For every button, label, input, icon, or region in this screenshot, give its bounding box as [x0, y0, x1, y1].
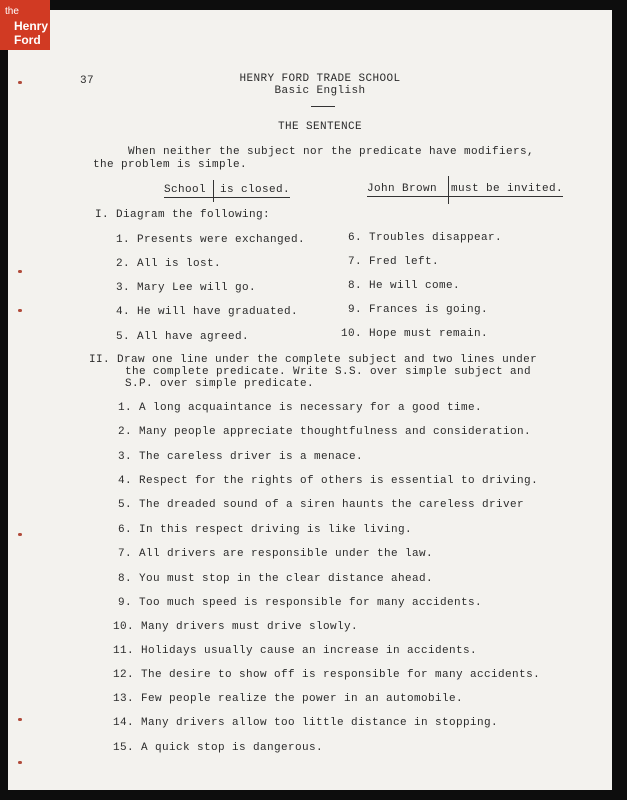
- section-1-item: 6. Troubles disappear.: [348, 232, 503, 244]
- section-2-item: 15. A quick stop is dangerous.: [113, 742, 324, 754]
- section-1-item: 4. He will have graduated.: [116, 306, 299, 318]
- intro-line-2: the problem is simple.: [93, 159, 248, 171]
- example-1: [164, 185, 290, 196]
- section-2-item: 9. Too much speed is responsible for many accidents.: [118, 597, 483, 609]
- logo-henry: Henry: [14, 19, 49, 33]
- margin-mark: [18, 81, 22, 84]
- example-1-predicate: is closed.: [220, 184, 291, 196]
- henry-ford-logo[interactable]: [0, 0, 50, 50]
- section-2-item: 7. All drivers are responsible under the law.: [118, 548, 434, 560]
- example-1-divider: [213, 180, 214, 202]
- section-2-item: 13. Few people realize the power in an automobile.: [113, 693, 464, 705]
- example-2-subject: John Brown: [367, 183, 438, 195]
- margin-mark: [18, 533, 22, 536]
- section-2-item: 1. A long acquaintance is necessary for a good time.: [118, 402, 483, 414]
- section-1-item: 2. All is lost.: [116, 258, 222, 270]
- section-2-heading-line-1: II. Draw one line under the complete subject and two lines under: [89, 354, 538, 366]
- section-2-item: 11. Holidays usually cause an increase in accidents.: [113, 645, 478, 657]
- example-1-subject: School: [164, 184, 207, 196]
- section-1-item: 5. All have agreed.: [116, 331, 250, 343]
- section-2-item: 3. The careless driver is a menace.: [118, 451, 364, 463]
- logo-ford: Ford: [14, 33, 41, 47]
- example-2: [367, 184, 563, 195]
- margin-mark: [18, 270, 22, 273]
- section-1-item: 10. Hope must remain.: [341, 328, 489, 340]
- margin-mark: [18, 718, 22, 721]
- example-2-divider: [448, 176, 449, 204]
- title-rule: [311, 106, 335, 107]
- section-2-item: 6. In this respect driving is like living.: [118, 524, 413, 536]
- margin-mark: [18, 761, 22, 764]
- section-1-item: 7. Fred left.: [348, 256, 440, 268]
- section-1-item: 8. He will come.: [348, 280, 461, 292]
- page-title: THE SENTENCE: [277, 121, 362, 133]
- section-2-heading-line-3: S.P. over simple predicate.: [125, 378, 315, 390]
- section-2-item: 8. You must stop in the clear distance ahead.: [118, 573, 434, 585]
- example-2-predicate: must be invited.: [451, 183, 564, 195]
- section-1-item: 9. Frances is going.: [348, 304, 489, 316]
- section-2-item: 4. Respect for the rights of others is essential to driving.: [118, 475, 539, 487]
- section-2-item: 5. The dreaded sound of a siren haunts the careless driver: [118, 499, 525, 511]
- intro-line-1: When neither the subject nor the predicate have modifiers,: [128, 146, 535, 158]
- page-number: 37: [80, 75, 95, 87]
- course-name: Basic English: [274, 85, 366, 97]
- section-1-item: 3. Mary Lee will go.: [116, 282, 257, 294]
- section-1-heading: I. Diagram the following:: [95, 209, 271, 221]
- section-2-item: 12. The desire to show off is responsible for many accidents.: [113, 669, 541, 681]
- section-2-item: 2. Many people appreciate thoughtfulness and consideration.: [118, 426, 532, 438]
- section-2-item: 14. Many drivers allow too little distance in stopping.: [113, 717, 499, 729]
- logo-the: the: [5, 6, 19, 17]
- section-2-heading-line-2: the complete predicate. Write S.S. over simple subject and: [125, 366, 532, 378]
- section-1-item: 1. Presents were exchanged.: [116, 234, 306, 246]
- margin-mark: [18, 309, 22, 312]
- section-2-item: 10. Many drivers must drive slowly.: [113, 621, 359, 633]
- school-name: HENRY FORD TRADE SCHOOL: [239, 73, 401, 85]
